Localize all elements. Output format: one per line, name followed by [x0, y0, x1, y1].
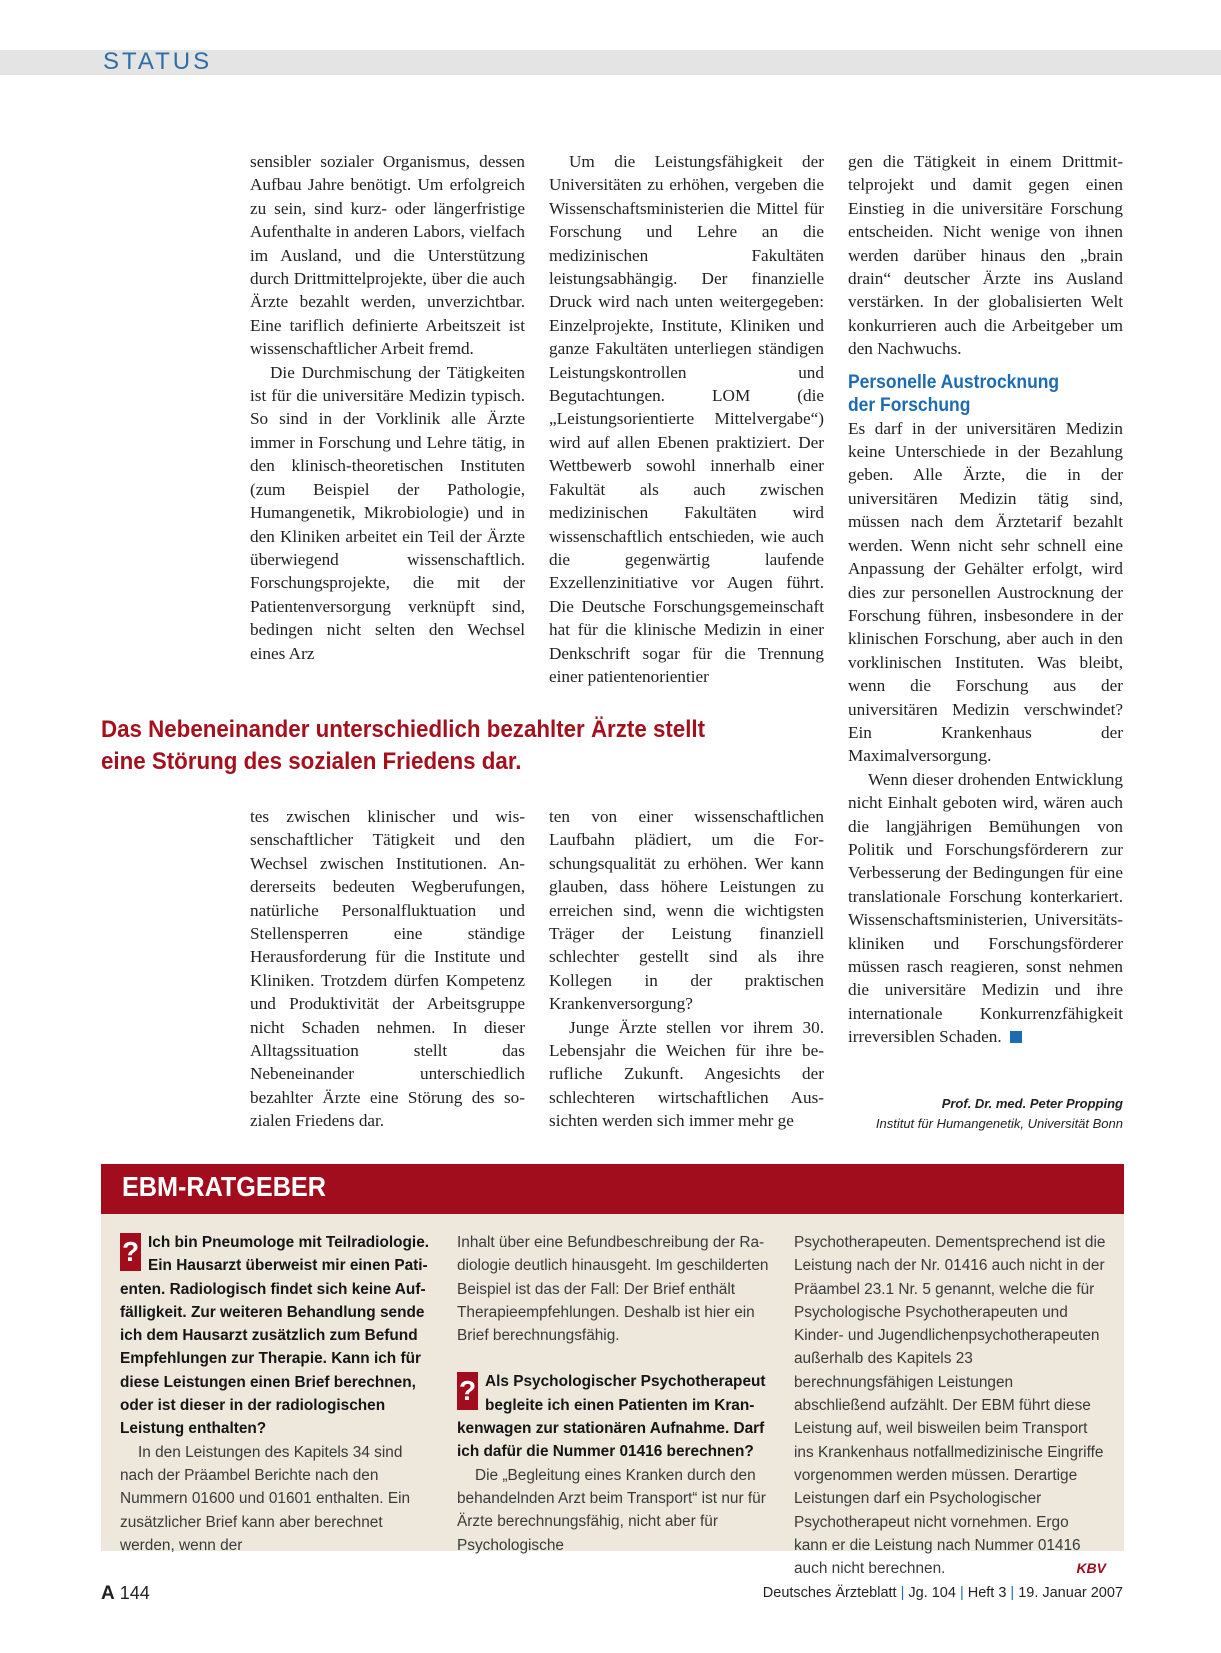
- box-title: EBM-RATGEBER: [122, 1171, 326, 1202]
- page-number: [101, 1583, 150, 1605]
- journal-issue: Heft 3: [967, 1585, 1007, 1601]
- end-of-article-square-icon: [1010, 1031, 1022, 1043]
- section-label: STATUS: [103, 48, 213, 75]
- subheading: [848, 371, 1101, 417]
- question: [457, 1370, 769, 1463]
- journal-date: 19. Januar 2007: [1018, 1585, 1123, 1601]
- subheading-line: der Forschung: [848, 394, 971, 416]
- page-prefix: A: [101, 1583, 115, 1604]
- answer: [794, 1231, 1106, 1580]
- box-column-1: [120, 1231, 432, 1557]
- paragraph: ten von einer wissenschaftlichen Laufbahn plädiert, um die Forschungsqualität zu erhöhen. Wer kann glauben, dass höhere Leistungen zu erreichen sind, wenn die wichtigsten Träger der Leistung finanziell schlechter gestellt sind als ihre Kollegen in der praktischen Krankenversorgung?: [549, 807, 824, 1014]
- subheading-line: Personelle Austrocknung: [848, 371, 1060, 393]
- paragraph: Die Durchmischung der Tätigkeiten ist für die universitäre Medizin typisch. So sind in der Vorklinik alle Ärzte immer in Forschung und Lehre tätig, in den klinisch-theoretischen Instituten (zum Beispiel der Pathologie, Humangenetik, Mikrobiologie) und in den Kliniken arbeitet ein Teil der Ärzte überwiegend wissenschaftlich. Forschungsprojekte, die mit der Patientenversorgung verknüpft sind, bedingen nicht selten den Wechsel eines Arz: [250, 362, 525, 663]
- answer: Die „Begleitung eines Kranken durch den behandelnden Arzt beim Transport“ ist nur für Ärzte berechnungsfähig, nicht aber für Psychologische: [457, 1466, 766, 1554]
- author-name: Prof. Dr. med. Peter Propping: [941, 1096, 1123, 1111]
- pull-quote-line: eine Störung des sozialen Friedens dar.: [101, 748, 522, 775]
- article-column-3: [848, 150, 1123, 1049]
- paragraph: Es darf in der universitären Medizin keine Unterschiede in der Bezahlung geben. Alle Ärzte, die in der universitären Medizin tätig sind, müssen nach dem Ärztetarif bezahlt werden. Wenn nicht sehr schnell eine Anpassung der Gehälter erfolgt, wird dies zur personellen Austrocknung der Forschung führen, insbesondere in der klinischen Forschung, aber auch in den vorklinischen Instituten. Was bleibt, wenn die Forschung aus der universitären Medizin verschwindet? Ein Krankenhaus der Maximalversorgung.: [848, 418, 1123, 766]
- article-column-1-top: [250, 150, 525, 665]
- source-label: KBV: [1076, 1560, 1106, 1577]
- divider: |: [900, 1585, 905, 1601]
- question-mark-icon: ?: [120, 1233, 141, 1271]
- paragraph: Junge Ärzte stellen vor ihrem 30. Lebensjahr die Weichen für ihre berufliche Zukunft. Angesichts der schlechteren wirtschaftlichen Aussichten werden sich immer mehr ge: [549, 1017, 824, 1131]
- pull-quote-line: Das Nebeneinander unterschiedlich bezahlter Ärzte stellt: [101, 716, 706, 743]
- paragraph: Um die Leistungsfähigkeit der Universitäten zu erhöhen, vergeben die Wissenschaftsministerien die Mittel für Forschung und Lehre an die medizinischen Fakultäten leistungsabhängig. Der finanzielle Druck wird nach unten weitergegeben: Einzelprojekte, Institute, Kliniken und ganze Fakultäten unterliegen ständigen Leistungskontrollen und Begutachtungen. LOM (die „Leistungsorientierte Mittelvergabe“) wird auf allen Ebenen praktiziert. Der Wettbewerb sowohl innerhalb einer Fakultät als auch zwischen medizinischen Fakultäten wird wissenschaftlich entschieden, wie auch die gegenwärtig laufende Exzellenzinitiative vor Augen führt. Die Deutsche Forschungsgemeinschaft hat für die klinische Medizin in einer Denkschrift sogar für die Trennung einer patientenorientier: [549, 152, 824, 686]
- answer-text: Psychotherapeuten. Dementsprechend ist die Leistung nach der Nr. 01416 auch nicht in der Präambel 23.1 Nr. 5 genannt, welche die für Psychologische Psychotherapeuten und Kinder- und Jugendlichenpsychotherapeuten außerhalb des Kapitels 23 berechnungsfähigen Leistungen abschließend aufzählt. Der EBM führt diese Leistung auf, weil bisweilen beim Transport ins Krankenhaus notfallmedizinische Eingriffe vorgenommen werden müssen. Derartige Leistungen darf ein Psychologischer Psychotherapeut nicht vornehmen. Ergo kann er die Leistung nach Nummer 01416 auch nicht berechnen.: [794, 1234, 1106, 1578]
- divider: |: [959, 1585, 964, 1601]
- article-column-1-bottom: [250, 805, 525, 1133]
- article-column-2-top: [549, 150, 824, 688]
- page-number-value: 144: [119, 1583, 150, 1603]
- question: [120, 1231, 432, 1441]
- box-column-2: [457, 1231, 769, 1557]
- question-text: Ich bin Pneumologe mit Teilradiologie. Ein Hausarzt überweist mir einen Patienten. Radiologisch findet sich keine Auffälligkeit. Zur weiteren Behandlung sende ich dem Hausarzt zusätzlich zum Befund Empfehlungen zur Therapie. Kann ich für diese Leistungen einen Brief berechnen, oder ist dieser in der radiologischen Leistung enthalten?: [120, 1234, 430, 1438]
- ebm-ratgeber-box: [101, 1164, 1124, 1578]
- journal-volume: Jg. 104: [908, 1585, 956, 1601]
- divider: |: [1010, 1585, 1015, 1601]
- journal-name: Deutsches Ärzteblatt: [762, 1585, 897, 1601]
- author-institution: Institut für Humangenetik, Universität Bonn: [875, 1116, 1123, 1131]
- article-column-2-bottom: [549, 805, 824, 1133]
- paragraph: sensibler sozialer Organismus, dessen Aufbau Jahre benötigt. Um erfolgreich zu sein, sind kurz- oder längerfristige Aufenthalte in anderen Labors, vielfach im Ausland, und die Unterstützung durch Drittmittelprojekte, über die auch Ärzte bezahlt werden, unverzichtbar. Eine tariflich definierte Arbeitszeit ist wissenschaftlicher Arbeit fremd.: [250, 152, 525, 359]
- author-byline: [848, 1094, 1123, 1134]
- pull-quote: [101, 714, 789, 778]
- box-column-3: [794, 1231, 1106, 1580]
- box-header: [101, 1164, 1124, 1214]
- paragraph: [848, 768, 1123, 1049]
- paragraph: tes zwischen klinischer und wissenschaftlicher Tätigkeit und den Wechsel zwischen Institutionen. Andererseits bedeuten Wegberufungen, natürliche Personalfluktuation und Stellensperren eine ständige Herausforderung für die Institute und Kliniken. Trotzdem dürfen Kompetenz und Produktivität der Arbeitsgruppe nicht Schaden nehmen. In dieser Alltagssituation stellt das Nebeneinander unterschiedlich bezahlter Ärzte eine Störung des sozialen Friedens dar.: [250, 807, 525, 1131]
- answer: Inhalt über eine Befundbeschreibung der Radiologie deutlich hinausgeht. Im geschilderten Beispiel ist das der Fall: Der Brief enthält Therapieempfehlungen. Deshalb ist hier ein Brief berechnungsfähig.: [457, 1234, 769, 1345]
- question-mark-icon: ?: [457, 1372, 478, 1410]
- question-text: Als Psychologischer Psychotherapeut begleite ich einen Patienten im Krankenwagen zur stationären Aufnahme. Darf ich dafür die Nummer 01416 berechnen?: [457, 1373, 766, 1461]
- journal-info: [763, 1585, 1123, 1601]
- answer: In den Leistungen des Kapitels 34 sind nach der Präambel Berichte nach den Nummern 01600 und 01601 enthalten. Ein zusätzlicher Brief kann aber berechnet werden, wenn der: [120, 1443, 411, 1554]
- paragraph: gen die Tätigkeit in einem Drittmittelprojekt und damit gegen einen Einstieg in die universitäre Forschung entscheiden. Nicht wenige von ihnen werden darüber hinaus den „brain drain“ deutscher Ärzte ins Ausland verstärken. In der globalisierten Welt konkurrieren auch die Arbeitgeber um den Nachwuchs.: [848, 152, 1123, 359]
- paragraph-text: Wenn dieser drohenden Entwicklung nicht Einhalt geboten wird, wären auch die langjährigen Bemühungen von Politik und Forschungsförderern zur Verbesserung der Bedingungen für eine translationale Forschung konterkariert. Wissenschaftsministerien, Universitätskliniken und Forschungsförderer müssen rasch reagieren, sonst nehmen die universitäre Medizin und ihre internationale Konkurrenzfähigkeit irreversiblen Schaden.: [848, 769, 1123, 1047]
